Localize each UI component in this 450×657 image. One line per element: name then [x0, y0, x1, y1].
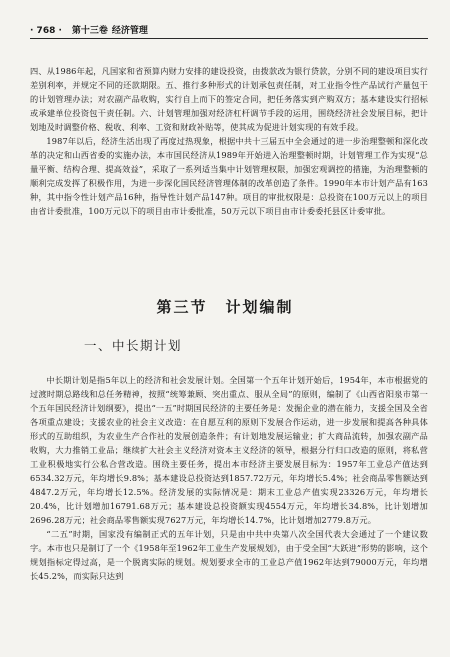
- section-heading: [0, 296, 450, 317]
- subsection-heading: 一、中长期计划: [84, 338, 183, 353]
- paragraph-second-five-year: “二五”时期，国家没有编制正式的五年计划，只是由中共中央第八次全国代表大会通过了一个建议数字。本市也只是制订了一个《1958年至1962年工业生产发展规划》，由于受全国“大跃进”形势的影响，这个规划指标定得过高，是一个脱离实际的规划。规划要求全市的工业总产值1962年达到79000万元，年均增长45.2%，而实际只达到: [30, 529, 428, 581]
- top-text-block: [30, 64, 428, 218]
- section-label: 第三节: [156, 298, 208, 316]
- section-title: 计划编制: [225, 298, 294, 316]
- paragraph-long-term-plan: 中长期计划是指5年以上的经济和社会发展计划。全国第一个五年计划开始后，1954年，本市根据党的过渡时期总路线和总任务精神，按照“统筹兼顾、突出重点、服从全局”的原则，编制了《山西省阳泉市第一个五年国民经济计划纲要》，提出“一五”时期国民经济的主要任务是：发掘企业的潜在能力，支援全国及全省各项重点建设；支援农业的社会主义改造：在自愿互利的原则下发展合作运动，进一步发展和提高各种具体形式的互助组织，为农业生产合作社的发展创造条件；有计划地发展运输业；扩大商品流转，加强农副产品收购，大力推销工业品；继续扩大社会主义经济对资本主义经济的领导，根据分行归口改造的原则，将私营工业积极地实行公私合营改造。围绕主要任务，提出本市经济主要发展目标为：1957年工业总产值达到6534.32万元，年均增长9.8%；基本建设总投资达到1857.72万元，年均增长5.4%；社会商品零售额达到4847.2万元，年均增长12.5%。经济发展的实际情况是：期末工业总产值实现23326万元，年均增长20.4%，比计划增加16791.68万元；基本建设总投资额实现4554万元，年均增长34.8%，比计划增加2696.28万元；社会商品零售额实现7627万元，年均增长14.7%，比计划增加2779.8万元。: [30, 375, 428, 525]
- page-header: [30, 14, 428, 39]
- bottom-text-block: [30, 373, 428, 583]
- page-number: · 768 ·: [30, 26, 62, 36]
- paragraph-reform-measures: 四、从1986年起，凡国家和省预算内财力安排的建设投资，由拨款改为银行贷款，分别不同的建设项目实行差别利率，并规定不同的还款期限。五、推行多种形式的计划承包责任制，对工业指令性产品试行产量包干的计划管理办法；对农副产品收购，实行自上而下的签定合同，把任务落实到产购双方；基本建设实行招标或承建单位投资包干责任制。六、计划管理加强对经济杠杆调节手段的运用，围绕经济社会发展目标，把计划地及时调整价格、税收、利率、工资和财政补贴等，使其成为促进计划实现的有效手段。: [30, 66, 428, 132]
- chapter-label: 经济管理: [111, 26, 148, 36]
- paragraph-rectification: 1987年以后，经济生活出现了再度过热现象，根据中共十三届五中全会通过的进一步治理整顿和深化改革的决定和山西省委的实施办法，本市国民经济从1989年开始进入治理整顿时期，计划管理工作为实现“总量平衡、结构合理、提高效益”，采取了一系列适当集中计划管理权限，加强宏观调控的措施，为治理整顿的顺利完成发挥了积极作用，为进一步深化国民经济管理体制的改革创造了条件。1990年本市计划产品有163种，其中指令性计划产品16种，指导性计划产品147种。项目的审批权限是：总投资在100万元以上的项目由省计委批准，100万元以下的项目由市计委批准，50万元以下项目由市计委委托县区计委审批。: [30, 136, 428, 216]
- volume-label: 第十三卷: [71, 26, 108, 36]
